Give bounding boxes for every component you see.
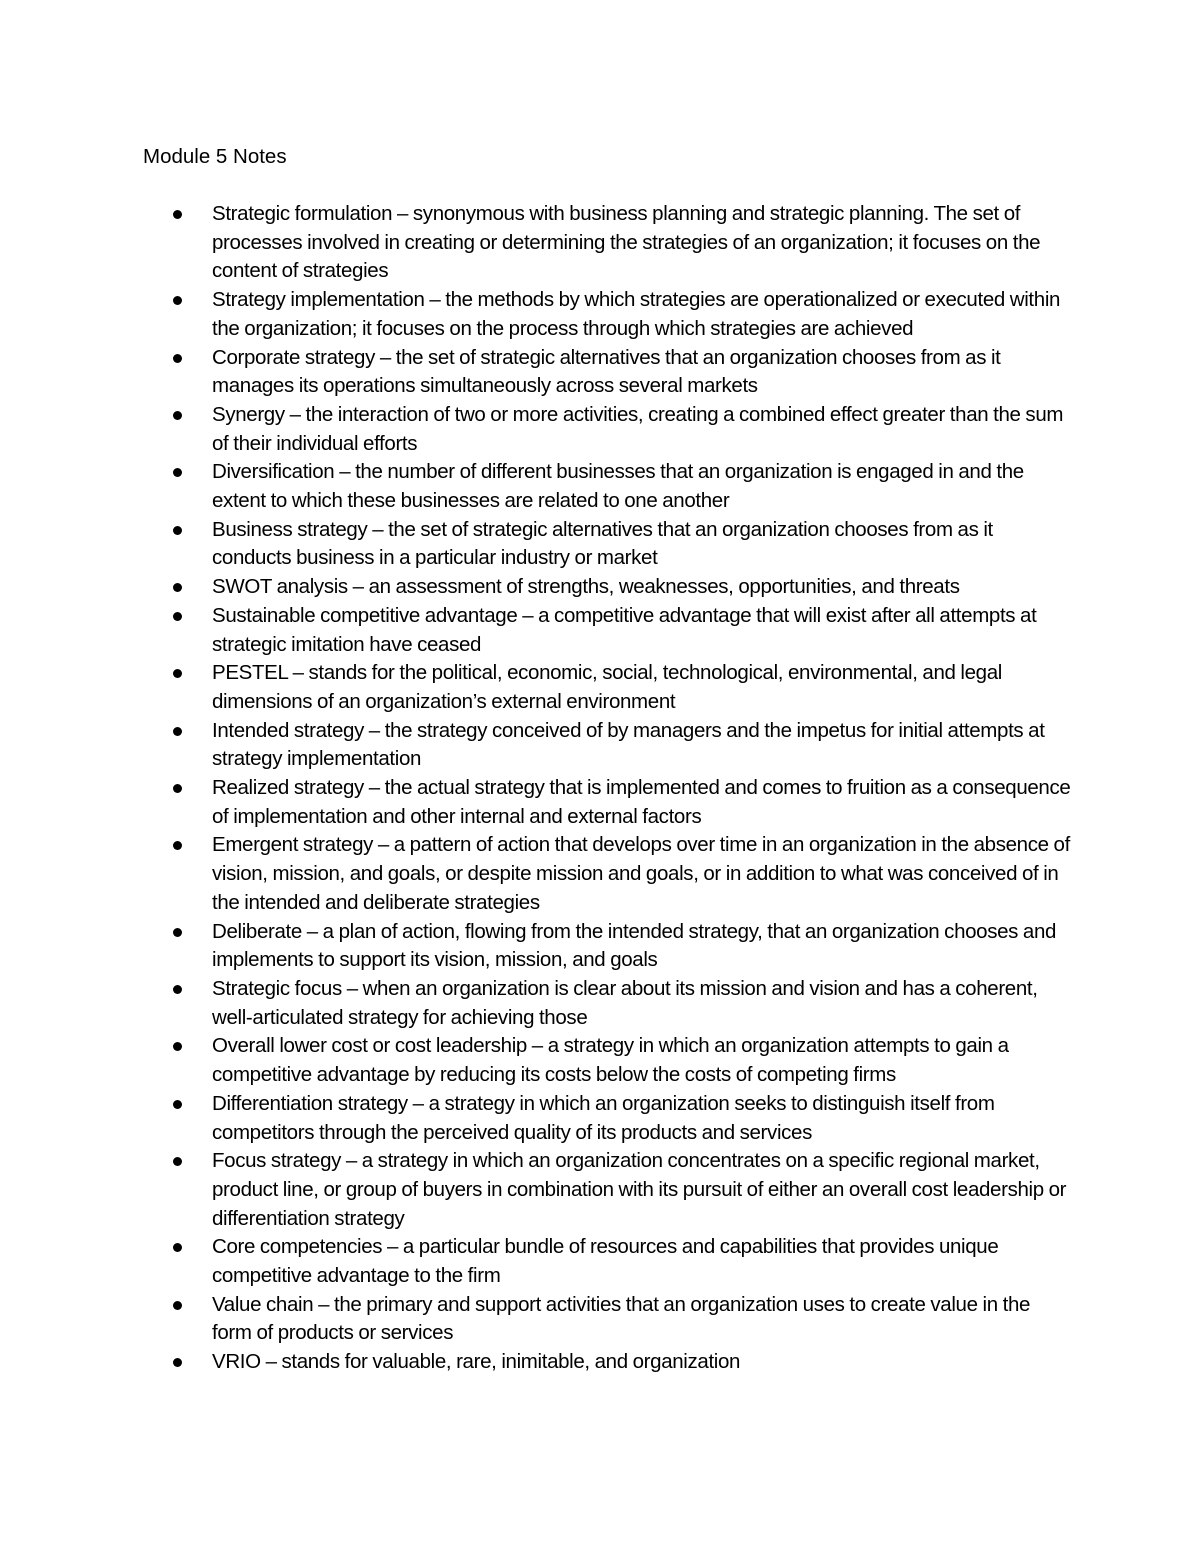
list-item-text: Core competencies – a particular bundle of resources and capabilities that provides unique competitive advantage to the firm: [212, 1235, 999, 1288]
bullet-icon: [173, 354, 182, 363]
list-item-text: Value chain – the primary and support activities that an organization uses to create value in the form of products or services: [212, 1292, 1031, 1345]
bullet-icon: [173, 784, 182, 793]
list-item: [0, 344, 1072, 401]
list-item-text: Sustainable competitive advantage – a competitive advantage that will exist after all attempts at strategic imitation have ceased: [212, 603, 1037, 656]
list-item: [0, 573, 1072, 602]
list-item-text: Strategy implementation – the methods by which strategies are operationalized or executed within the organization; it focuses on the process through which strategies are achieved: [212, 288, 1061, 340]
list-item: [0, 516, 1072, 573]
bullet-icon: [173, 411, 182, 420]
list-item-text: Realized strategy – the actual strategy that is implemented and comes to fruition as a consequence of implementation and other internal and external factors: [212, 776, 1071, 828]
list-item: [0, 1032, 1072, 1089]
list-item-text: PESTEL – stands for the political, economic, social, technological, environmental, and legal dimensions of an organization’s external environment: [212, 661, 1002, 713]
list-item: [0, 1348, 1072, 1377]
bullet-icon: [173, 1301, 182, 1310]
list-item: [0, 1147, 1072, 1233]
list-item: [0, 774, 1072, 831]
bullet-icon: [173, 727, 182, 736]
list-item: [0, 200, 1072, 286]
page-title: Module 5 Notes: [143, 145, 287, 168]
list-item-text: Intended strategy – the strategy conceived of by managers and the impetus for initial attempts at strategy implementation: [212, 718, 1045, 771]
bullet-icon: [173, 210, 182, 219]
list-item-text: Deliberate – a plan of action, flowing from the intended strategy, that an organization chooses and implements to support its vision, mission, and goals: [212, 919, 1057, 972]
list-item: [0, 401, 1072, 458]
bullet-icon: [173, 1157, 182, 1166]
notes-list: [0, 200, 1200, 1377]
list-item-text: Overall lower cost or cost leadership – a strategy in which an organization attempts to gain a competitive advantage by reducing its costs below the costs of competing firms: [212, 1034, 1009, 1087]
list-item: [0, 1233, 1072, 1290]
bullet-icon: [173, 526, 182, 535]
list-item: [0, 458, 1072, 515]
list-item: [0, 975, 1072, 1032]
bullet-icon: [173, 612, 182, 621]
bullet-icon: [173, 296, 182, 305]
bullet-icon: [173, 1243, 182, 1252]
list-item-text: Strategic formulation – synonymous with business planning and strategic planning. The set of processes involved in creating or determining the strategies of an organization; it focuses on the content of strategies: [212, 202, 1041, 283]
list-item: [0, 918, 1072, 975]
list-item-text: Diversification – the number of different businesses that an organization is engaged in and the extent to which these businesses are related to one another: [212, 460, 1024, 513]
list-item: [0, 831, 1072, 917]
list-item: [0, 286, 1072, 343]
bullet-icon: [173, 669, 182, 678]
bullet-icon: [173, 583, 182, 592]
list-item: [0, 1090, 1072, 1147]
list-item-text: Differentiation strategy – a strategy in which an organization seeks to distinguish itself from competitors through the perceived quality of its products and services: [212, 1091, 995, 1144]
list-item-text: Business strategy – the set of strategic alternatives that an organization chooses from as it conducts business in a particular industry or market: [212, 517, 993, 570]
list-item-text: Corporate strategy – the set of strategic alternatives that an organization chooses from as it manages its operations simultaneously across several markets: [212, 345, 1001, 398]
list-item-text: SWOT analysis – an assessment of strengths, weaknesses, opportunities, and threats: [212, 575, 960, 599]
list-item-text: Strategic focus – when an organization is clear about its mission and vision and has a coherent, well-articulated strategy for achieving those: [212, 976, 1038, 1029]
bullet-icon: [173, 985, 182, 994]
bullet-icon: [173, 468, 182, 477]
list-item: [0, 717, 1072, 774]
list-item-text: Emergent strategy – a pattern of action that develops over time in an organization in the absence of vision, mission, and goals, or despite mission and goals, or in addition to what was conceived of in the intended and deliberate strategies: [212, 833, 1070, 914]
list-item: [0, 659, 1072, 716]
list-item: [0, 1291, 1072, 1348]
list-item-text: Synergy – the interaction of two or more activities, creating a combined effect greater than the sum of their individual efforts: [212, 402, 1064, 455]
list-item: [0, 602, 1072, 659]
list-item-text: Focus strategy – a strategy in which an organization concentrates on a specific regional market, product line, or group of buyers in combination with its pursuit of either an overall cost leadership or differentiation strategy: [212, 1149, 1067, 1230]
bullet-icon: [173, 928, 182, 937]
list-item-text: VRIO – stands for valuable, rare, inimitable, and organization: [212, 1350, 741, 1374]
bullet-icon: [173, 1100, 182, 1109]
bullet-icon: [173, 1042, 182, 1051]
bullet-icon: [173, 1358, 182, 1367]
bullet-icon: [173, 841, 182, 850]
